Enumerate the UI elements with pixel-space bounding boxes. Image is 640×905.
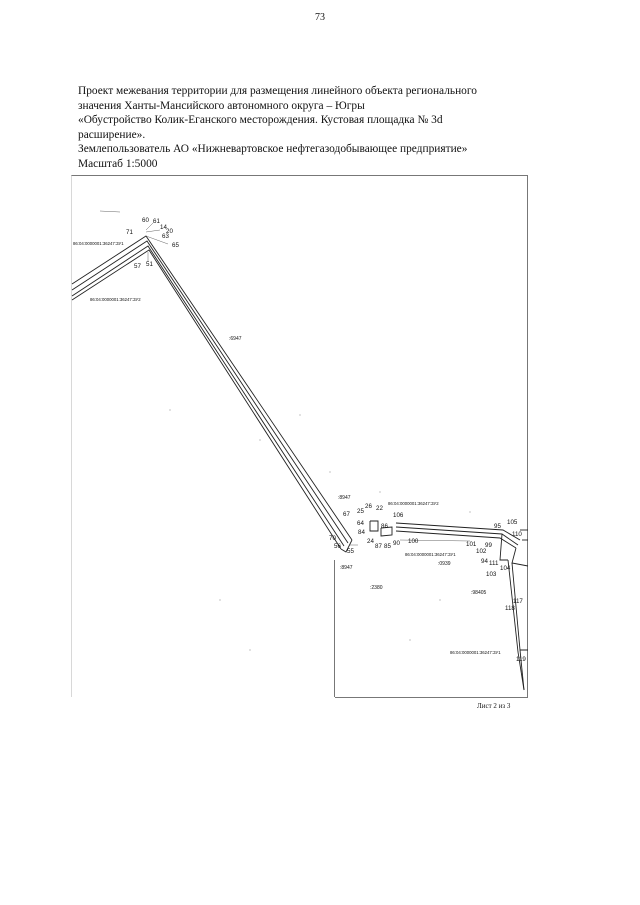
pad-boundary — [370, 521, 378, 531]
cadastral-label: 86:04:0000001:36247:ЗУ1 — [450, 650, 501, 655]
pad-segment — [512, 548, 528, 566]
dot — [409, 639, 410, 640]
point-label: 22 — [376, 505, 383, 512]
point-label: 60 — [142, 217, 149, 224]
parcel-label: :8947 — [340, 565, 353, 571]
dot — [249, 649, 250, 650]
point-labels — [126, 217, 526, 663]
cadastral-label: 86:04:0000001:36247:ЗУ2 — [90, 297, 141, 302]
corridor-line — [72, 246, 344, 546]
point-label: 67 — [343, 511, 350, 518]
header-line: Землепользователь АО «Нижневартовское нефтегазодобывающее предприятие» — [78, 143, 468, 156]
corridor-lines — [72, 236, 528, 690]
parcel-label: :0939 — [438, 561, 451, 567]
point-label: 14 — [160, 224, 167, 231]
dot — [379, 491, 380, 492]
dot — [219, 599, 220, 600]
point-label: 20 — [166, 228, 173, 235]
point-label: 117 — [513, 598, 523, 605]
parcel-label: :98405 — [471, 590, 487, 596]
parcel-label: :8947 — [338, 495, 351, 501]
dot — [169, 409, 170, 410]
parcel-label: :6947 — [229, 336, 242, 342]
point-label: 86 — [381, 523, 388, 530]
point-label: 101 — [466, 541, 477, 548]
point-label: 63 — [162, 233, 169, 240]
header-line: «Обустройство Колик-Еганского месторождения. Кустовая площадка № 3d — [78, 114, 443, 127]
header-line: значения Ханты-Мансийского автономного округа – Югры — [78, 99, 365, 112]
point-label: 118 — [505, 605, 515, 612]
point-label: 119 — [516, 656, 526, 663]
cadastral-label: 86:04:0000001:36247:ЗУ2 — [388, 501, 439, 506]
point-label: 55 — [347, 548, 354, 555]
leader-line — [100, 211, 120, 212]
point-label: 64 — [357, 520, 364, 527]
point-label: 90 — [393, 540, 400, 547]
point-label: 104 — [500, 565, 511, 572]
corridor-line — [72, 250, 341, 549]
header-line: расширение». — [78, 128, 146, 141]
page-number: 73 — [315, 12, 325, 23]
cadastral-labels — [73, 241, 501, 655]
point-label: 71 — [126, 229, 133, 236]
point-label: 103 — [486, 571, 497, 578]
dot — [439, 599, 440, 600]
sheet-label: Лист 2 из 3 — [477, 702, 511, 710]
point-label: 70 — [329, 535, 336, 542]
point-label: 111 — [489, 560, 499, 567]
point-label: 26 — [365, 503, 372, 510]
point-label: 87 — [375, 543, 382, 550]
point-label: 106 — [393, 512, 404, 519]
dot — [329, 471, 330, 472]
point-label: 51 — [146, 261, 153, 268]
point-label: 94 — [481, 558, 488, 565]
point-label: 99 — [485, 542, 492, 549]
point-label: 25 — [357, 508, 364, 515]
corridor-line — [72, 241, 348, 543]
point-label: 56 — [334, 543, 341, 550]
header-line: Масштаб 1:5000 — [78, 157, 158, 170]
point-label: 105 — [507, 519, 518, 526]
point-label: 95 — [494, 523, 501, 530]
dot — [299, 414, 300, 415]
dimension-ticks — [100, 211, 470, 545]
point-label: 85 — [384, 543, 391, 550]
point-label: 61 — [153, 218, 160, 225]
point-label: 110 — [512, 531, 522, 538]
point-label: 84 — [358, 529, 365, 536]
pad-segment — [500, 534, 508, 560]
point-label: 57 — [134, 263, 141, 270]
scatter-dots — [169, 409, 470, 650]
point-label: 65 — [172, 242, 179, 249]
point-label: 24 — [367, 538, 374, 545]
cadastral-label: 86:04:0000001:36247:ЗУ1 — [73, 241, 124, 246]
point-label: 100 — [408, 538, 419, 545]
point-label: 102 — [476, 548, 487, 555]
leader-line — [146, 230, 160, 232]
header-line: Проект межевания территории для размещения линейного объекта регионального — [78, 85, 477, 97]
parcel-labels — [229, 336, 487, 596]
parcel-label: :2380 — [370, 585, 383, 591]
dot — [469, 511, 470, 512]
cadastral-label: 86:04:0000001:36247:ЗУ1 — [405, 552, 456, 557]
dot — [259, 439, 260, 440]
